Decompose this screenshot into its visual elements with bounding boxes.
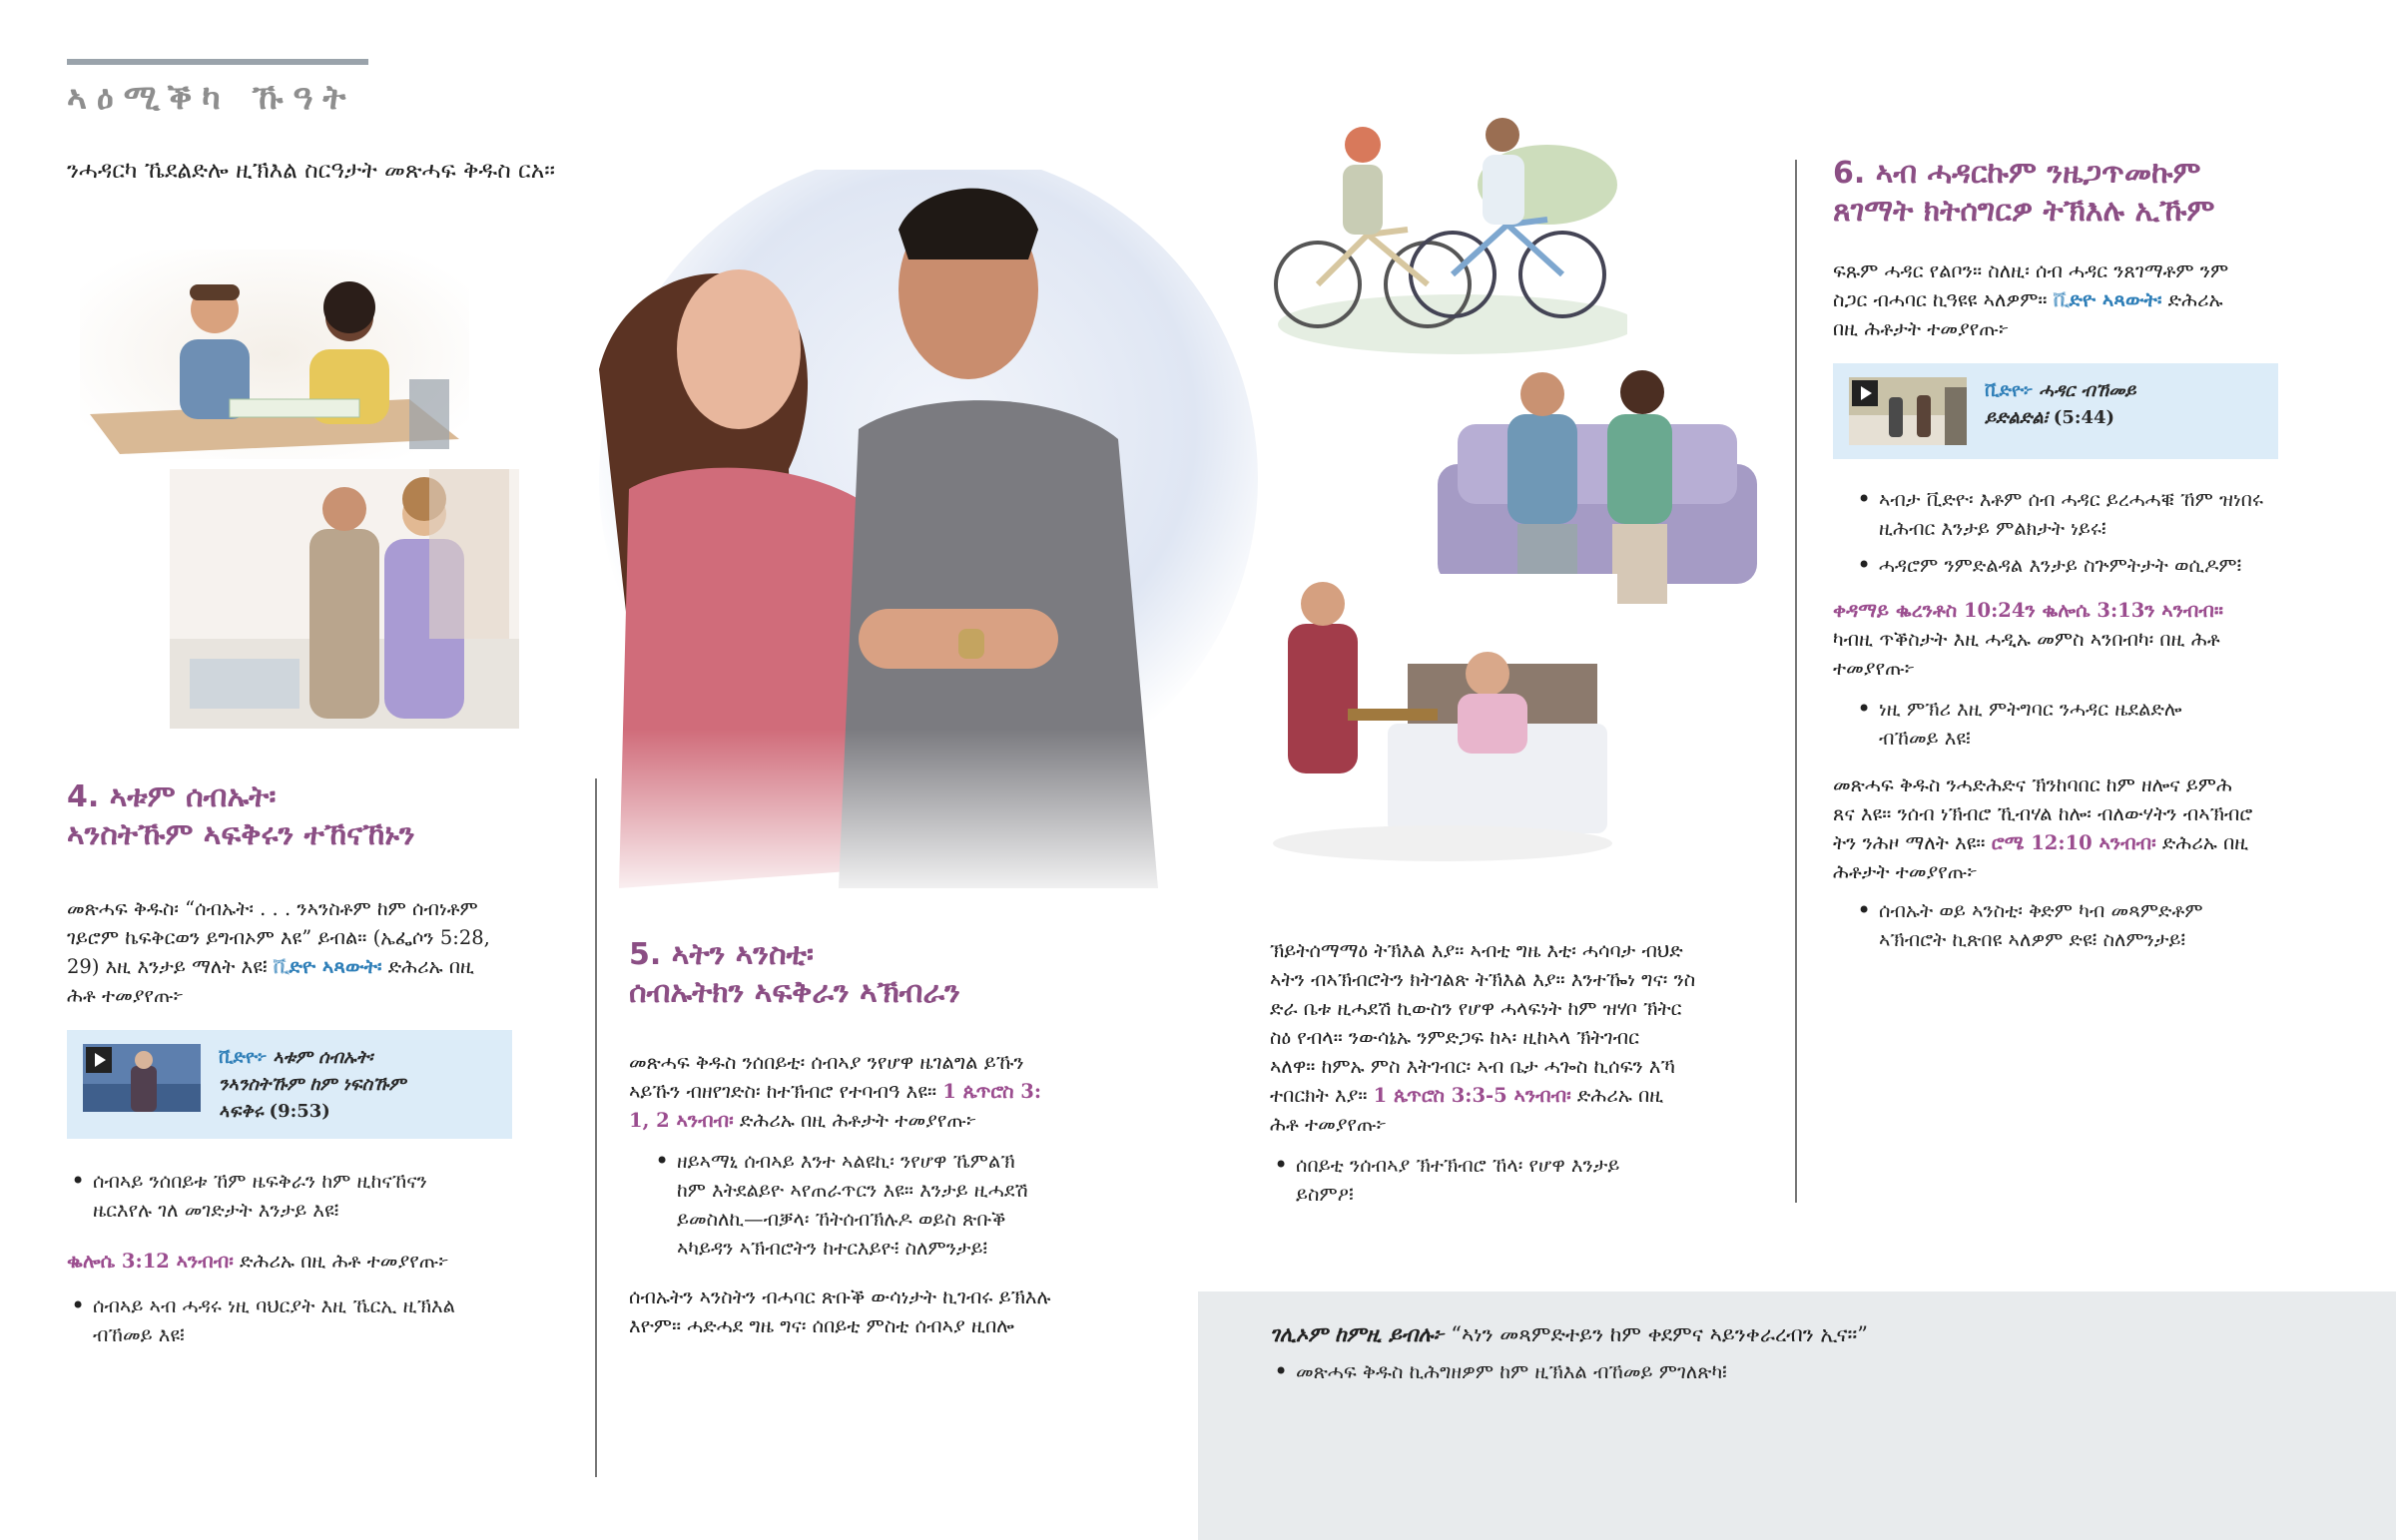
text-line: ተመያየጡ፦ [1833, 657, 1916, 680]
scripture-link[interactable]: ቈሎሴ 3:12 ኣንብብ፡ [67, 1250, 234, 1273]
heading-line: ጸገማት ክትሰግርዎ ትኽእሉ ኢኹም [1833, 194, 2215, 229]
text-line: ድሕሪኡ በዚ [1576, 1084, 1664, 1107]
text-line: ድሕሪኡ በዚ [2161, 831, 2249, 854]
heading-line: ኣንስትኹም ኣፍቅሩን ተኸናኸኑን [67, 817, 415, 852]
heading-line: ኣብ ሓዳርኩም ንዜጋጥመኩም [1875, 156, 2201, 191]
text-line: ስዕ የብላ። ንውሳኔኡ ንምድጋፍ ከኣ፡ ዚከኣላ ኽትገብር [1270, 1026, 1639, 1049]
heading-line: ኣቱም ሰብኡት፡ [109, 779, 277, 814]
text-line: ሕቶታት ተመያየጡ፦ [1833, 860, 1978, 883]
text-line: ጸና እዩ። ንሰብ ነኽብሮ ኺብሃል ከሎ፡ ብለውሃትን ብኣኽብሮ [1833, 802, 2253, 825]
video-title: ይድልድል፧ [1985, 407, 2049, 428]
play-video-link[interactable]: ቪድዮ ኣጻውት፡ [273, 955, 382, 978]
section-5 [629, 936, 1118, 1340]
brand-title: ኣዕሚቕካ ኹዓት [67, 78, 356, 118]
text-line: መጽሓፍ ቅዱስ ንሰበይቲ፡ ሰብኣያ ንየሆዋ ዜገልግል ይኹን [629, 1051, 1024, 1074]
question-list [1833, 485, 2372, 580]
text-line: ተበርክት እያ። [1270, 1084, 1368, 1107]
question-list [67, 1291, 576, 1349]
video-title: ኣቱም ሰብኡት፡ [273, 1047, 373, 1068]
text-line: መጽሓፍ ቅዱስ ንሓድሕድና ኽንከባበር ከም ዘሎና ይምሕ [1833, 773, 2232, 796]
section-4-paragraph [67, 894, 576, 1010]
section-6-paragraph [1833, 257, 2372, 343]
question-item: • ሰብኣይ ንሰበይቱ ኸም ዜፍቅራን ከም ዚከናኸናን ዜርእየሉ ገለ መገድታት እንታይ እዩ፧ [67, 1167, 576, 1225]
question-list [67, 1167, 576, 1225]
text-line: ገይሮም ኬፍቅርወን ይግብኦም እዩ” ይብል። (ኤፌሶን 5:28, [67, 926, 490, 949]
video-thumbnail[interactable] [1849, 377, 1967, 445]
video-info [219, 1044, 405, 1125]
question-list [1270, 1357, 2348, 1386]
text-line: 29) እዚ እንታይ ማለት እዩ፧ [67, 955, 268, 978]
section-6 [1833, 155, 2372, 962]
couple-studying-illustration [80, 250, 469, 459]
video-title: ኣፍቅሩ [219, 1101, 264, 1122]
section-5-paragraph-2 [629, 1283, 1118, 1340]
question-list [1270, 1151, 1769, 1209]
question-item: • ዘይኣማኒ ሰብኣይ እንተ ኣልዩኪ፡ ንየሆዋ ኼምልኽ ከም እትደልይዮ ኣየጠራጥርን እዩ። እንታይ ዚሓደሽ ይመስለኪ—ብቓላ፡ ኸትሰብኽሉዶ ወይስ ጽቡቕ ኣካይዳን ኣኽብሮትን ከተርእይዮ፧ ስለምንታይ፧ [651, 1147, 1118, 1263]
question-item: • ሰበይቲ ንሰብኣያ ኽተኽብሮ ኸላ፡ የሆዋ እንታይ ይስምዖ፧ [1270, 1151, 1769, 1209]
section-number: 4. [67, 779, 100, 814]
section-5-paragraph [629, 1048, 1118, 1135]
video-label: ቪድዮ፦ [1985, 380, 2034, 401]
text-line: ኣለዋ። ከምኡ ምስ እትገብር፡ ኣብ ቤታ ሓጐስ ኪሰፍን እኻ [1270, 1055, 1675, 1078]
some-say-content [1270, 1319, 2348, 1394]
scripture-reference [67, 1247, 576, 1276]
section-5-heading [629, 936, 1118, 1012]
text-line: ሰብኡትን ኣንስትን ብሓባር ጽቡቕ ውሳነታት ኪገብሩ ይኽእሉ [629, 1285, 1051, 1308]
heading-line: ሰብኡትክን ኣፍቅራን ኣኽብራን [629, 975, 960, 1010]
couple-kitchen-illustration [170, 469, 519, 729]
heading-line: ኣትን ኣንስቲ፡ [671, 937, 814, 972]
question-item: • ሰብኡት ወይ ኣንስቲ፡ ቅድም ካብ መጻምድቶም ኣኽብሮት ኪጽበዩ ኣለዎም ድዩ፧ ስለምንታይ፧ [1853, 896, 2372, 954]
text-line: ድሕሪኡ በዚ ሕቶ ተመያየጡ፦ [240, 1250, 449, 1273]
scripture-link[interactable]: ቀዳማይ ቈረንቶስ 10:24ን ቈሎሴ 3:13ን ኣንብብ። [1833, 599, 2224, 622]
question-item: • ነዚ ምኽሪ እዚ ምትግባር ንሓዳር ዜደልድሎ ብኸመይ እዩ፧ [1853, 695, 2372, 753]
play-icon[interactable] [86, 1047, 112, 1073]
question-item: • ሰብኣይ ኣብ ሓዳሩ ነዚ ባህርያት እዚ ኼርኢ ዚኽእል ብኸመይ እዩ፧ [67, 1291, 576, 1349]
continued-paragraph [1270, 936, 1769, 1139]
video-label: ቪድዮ፦ [219, 1047, 268, 1068]
text-line: ድሕሪኡ በዚ ሕቶታት ተመያየጡ፦ [739, 1109, 977, 1132]
text-line: ድራ ቤቱ ዚሓደሽ ኪውስን የሆዋ ሓላፍነት ከም ዝሃቦ ኽትር [1270, 997, 1682, 1020]
scripture-link[interactable]: 1 ጴጥሮስ 3: [942, 1080, 1042, 1103]
video-duration: (5:44) [2053, 407, 2115, 428]
scripture-link[interactable]: 1, 2 ኣንብብ፡ [629, 1109, 734, 1132]
some-say-box [1198, 1291, 2396, 1540]
video-card[interactable] [1833, 363, 2278, 459]
text-line: በዚ ሕቶታት ተመያየጡ፦ [1833, 317, 2010, 340]
scripture-link[interactable]: 1 ጴጥሮስ 3:3-5 ኣንብብ፡ [1373, 1084, 1571, 1107]
question-item: • ሓዳሮም ንምድልዳል እንታይ ስጕምትታት ወሲዶም፧ [1853, 551, 2372, 580]
couple-embracing-illustration [559, 170, 1258, 908]
section-4 [67, 778, 576, 1357]
some-say-quote: “ኣነን መጻምድተይን ከም ቀደምና ኣይንቀራረብን ኢና።” [1451, 1322, 1868, 1346]
scripture-reference [1833, 596, 2372, 683]
scripture-link[interactable]: ሮሜ 12:10 ኣንብብ፡ [1991, 831, 2156, 854]
text-line: ስጋር ብሓባር ኪዓዩዩ ኣለዎም። [1833, 288, 2048, 311]
video-duration: (9:53) [269, 1101, 330, 1122]
column-divider [595, 778, 597, 1477]
text-line: እዮም። ሓድሓደ ግዜ ግና፡ ሰበይቲ ምስቲ ሰብኣያ ዚበሎ [629, 1314, 1014, 1337]
section-4-heading [67, 778, 576, 854]
text-line: ካብዚ ጥቕስታት እዚ ሓዲኡ መምስ ኣንበብካ፡ በዚ ሕቶ [1833, 628, 2220, 651]
question-item: • ኣብታ ቪድዮ፡ እቶም ሰብ ሓዳር ይረሓሓቑ ኸም ዝነበሩ ዚሕብር እንታይ ምልክታት ነይሩ፧ [1853, 485, 2372, 543]
text-line: ድሕሪኡ [2167, 288, 2223, 311]
video-title: ሓዳር ብኸመይ [2039, 380, 2136, 401]
question-list [1833, 695, 2372, 753]
section-6-paragraph-2 [1833, 770, 2372, 886]
section-6-heading [1833, 155, 2372, 231]
question-list [629, 1147, 1118, 1263]
text-line: ትን ንሕዞ ማለት እዩ። [1833, 831, 1986, 854]
section-number: 6. [1833, 156, 1866, 191]
top-rule [67, 59, 368, 65]
play-icon[interactable] [1852, 380, 1878, 406]
text-line: ኽይትሰማማዕ ትኽእል እያ። ኣብቲ ግዜ እቲ፡ ሓሳባታ ብህድ [1270, 939, 1683, 962]
video-card[interactable] [67, 1030, 512, 1139]
section-5-continued [1270, 936, 1769, 1217]
video-thumbnail[interactable] [83, 1044, 201, 1112]
text-line: ሕቶ ተመያየጡ፦ [1270, 1113, 1387, 1136]
couple-cycling-illustration [1258, 95, 1627, 364]
question-item: • መጽሓፍ ቅዱስ ኪሕግዘዎም ከም ዚኽእል ብኸመይ ምገለጽካ፧ [1270, 1357, 2348, 1386]
video-info [1985, 377, 2135, 431]
text-line: ኣይኹን ብዘየገድስ፡ ከተኽብሮ የተባብዓ እዩ። [629, 1080, 937, 1103]
column-divider [1795, 160, 1797, 1203]
play-video-link[interactable]: ቪድዮ ኣጻውት፡ [2053, 288, 2162, 311]
text-line: ፍጹም ሓዳር የልቦን። ስለዚ፡ ሰብ ሓዳር ንጸገማቶም ንም [1833, 259, 2229, 282]
text-line: ድሕሪኡ በዚ [387, 955, 475, 978]
section-number: 5. [629, 937, 662, 972]
video-title: ንኣንስትኹም ከም ነፍስኹም [219, 1074, 406, 1095]
some-say-label: ገሊኦም ከምዚ ይብሉ፦ [1270, 1321, 1445, 1346]
text-line: ኣትን ብኣኽብሮትን ክትገልጽ ትኽእል እያ። እንተዀነ ግና፡ ንስ [1270, 968, 1696, 991]
text-line: ሕቶ ተመያየጡ፦ [67, 984, 184, 1007]
question-list [1833, 896, 2372, 954]
text-line: መጽሓፍ ቅዱስ፡ “ሰብኡት፡ . . . ንኣንስቶም ከም ሰብነቶም [67, 897, 478, 920]
intro-text: ንሓዳርካ ኼደልድሎ ዚኽእል ስርዓታት መጽሓፍ ቅዱስ ርአ። [67, 158, 555, 184]
caring-for-sick-wife-illustration [1268, 574, 1617, 863]
